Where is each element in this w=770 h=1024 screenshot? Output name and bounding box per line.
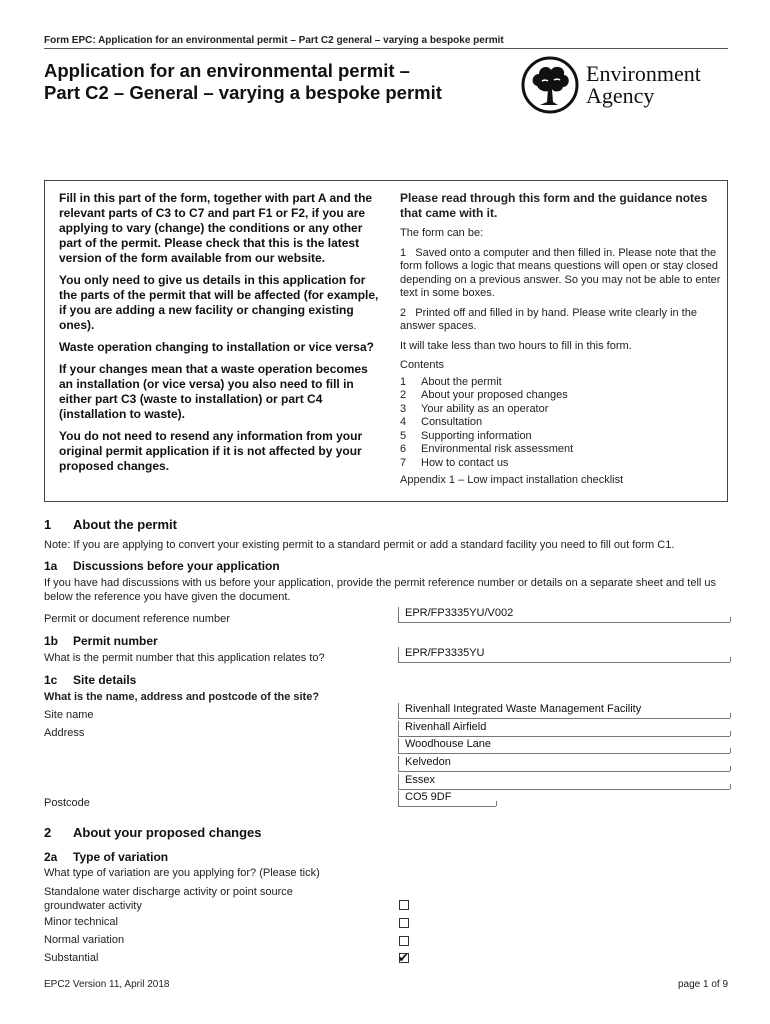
footer-page-number: page 1 of 9 bbox=[678, 979, 729, 990]
contents-item-number: 3 bbox=[400, 402, 407, 415]
option-1 bbox=[400, 247, 722, 301]
option-2 bbox=[400, 307, 722, 334]
site-details-question: What is the name, address and postcode of the site? bbox=[44, 691, 320, 703]
site-name-field[interactable] bbox=[398, 703, 730, 719]
section-1-number: 1 bbox=[44, 517, 52, 532]
permit-reference-label: Permit or document reference number bbox=[44, 613, 230, 625]
permit-reference-field[interactable] bbox=[398, 607, 730, 623]
contents-item[interactable] bbox=[400, 389, 722, 403]
section-1a-heading: Discussions before your application bbox=[73, 559, 280, 573]
variation-question: What type of variation are you applying for? (Please tick) bbox=[44, 867, 320, 879]
contents-item-label: Environmental risk assessment bbox=[421, 443, 574, 455]
running-header: Form EPC: Application for an environmental permit – Part C2 general – varying a bespoke permit bbox=[44, 35, 504, 46]
contents-item-label: About your proposed changes bbox=[421, 389, 568, 401]
contents-item-number: 7 bbox=[400, 456, 407, 469]
address-line-4-field[interactable] bbox=[398, 774, 730, 790]
contents-item[interactable] bbox=[400, 430, 722, 444]
contents-item-number: 4 bbox=[400, 416, 407, 428]
variation-option-label: Minor technical bbox=[44, 916, 118, 928]
postcode-field[interactable] bbox=[398, 791, 496, 807]
permit-number-label: What is the permit number that this application relates to? bbox=[44, 652, 325, 664]
contents-item[interactable] bbox=[400, 457, 722, 471]
variation-option-label: Normal variation bbox=[44, 934, 125, 946]
contents-heading: Contents bbox=[400, 359, 445, 371]
address-label: Address bbox=[44, 727, 85, 739]
site-name-label: Site name bbox=[44, 709, 94, 721]
postcode-label: Postcode bbox=[44, 797, 90, 809]
standalone-water-discharge-checkbox[interactable] bbox=[399, 900, 409, 910]
environment-agency-logo bbox=[520, 56, 730, 114]
section-1b-number: 1b bbox=[44, 634, 59, 648]
address-line-value: Rivenhall Airfield bbox=[405, 721, 487, 733]
minor-technical-checkbox[interactable] bbox=[399, 918, 409, 928]
section-2-heading: About your proposed changes bbox=[73, 825, 262, 840]
variation-option-label bbox=[44, 885, 293, 913]
intro-paragraph: You do not need to resend any information from your original permit application if it is not affected by your proposed changes. bbox=[59, 429, 363, 473]
section-1b-heading: Permit number bbox=[73, 634, 158, 648]
page-title bbox=[44, 60, 442, 104]
address-line-value: Essex bbox=[405, 774, 435, 786]
intro-paragraph: If your changes mean that a waste operation becomes an installation (or vice versa) you also need to fill in either part C3 (waste to installation) or part C4 (installation to waste). bbox=[59, 362, 368, 421]
section-1c-heading: Site details bbox=[73, 673, 137, 687]
permit-number-field[interactable] bbox=[398, 647, 730, 663]
site-name-value: Rivenhall Integrated Waste Management Facility bbox=[405, 703, 642, 715]
title-line-1: Application for an environmental permit – bbox=[44, 60, 410, 81]
section-1a-number: 1a bbox=[44, 559, 58, 573]
intro-paragraph: You only need to give us details in this application for the parts of the permit that will be affected (for example, if you are adding a new facility or changing existing ones). bbox=[59, 273, 379, 332]
address-line-2-field[interactable] bbox=[398, 738, 730, 754]
option-label-line: Standalone water discharge activity or point source bbox=[44, 886, 293, 898]
address-line-value: Kelvedon bbox=[405, 756, 451, 768]
section-1-note: Note: If you are applying to convert your existing permit to a standard permit or add a standard facility you need to fill out form C1. bbox=[44, 539, 675, 551]
contents-item-label: About the permit bbox=[421, 375, 502, 388]
option-2-number: 2 bbox=[400, 306, 407, 319]
contents-item-label: Consultation bbox=[421, 416, 483, 428]
contents-item-label: How to contact us bbox=[421, 456, 509, 469]
contents-item-label: Your ability as an operator bbox=[421, 402, 549, 415]
variation-option-label: Substantial bbox=[44, 952, 99, 964]
form-can-be-text: The form can be: bbox=[400, 227, 484, 239]
permit-reference-value: EPR/FP3335YU/V002 bbox=[405, 607, 514, 619]
address-line-3-field[interactable] bbox=[398, 756, 730, 772]
contents-item[interactable] bbox=[400, 416, 722, 430]
option-2-text: Printed off and filled in by hand. Please write clearly in the answer spaces. bbox=[400, 306, 697, 332]
section-1c-number: 1c bbox=[44, 673, 58, 687]
postcode-value: CO5 9DF bbox=[405, 791, 452, 803]
contents-item-number: 5 bbox=[400, 429, 407, 442]
normal-variation-checkbox[interactable] bbox=[399, 936, 409, 946]
header-rule bbox=[44, 48, 728, 49]
contents-item-number: 2 bbox=[400, 389, 407, 401]
footer-version: EPC2 Version 11, April 2018 bbox=[44, 979, 170, 990]
title-line-2: Part C2 – General – varying a bespoke permit bbox=[44, 82, 442, 103]
appendix-link[interactable]: Appendix 1 – Low impact installation checklist bbox=[400, 474, 624, 486]
option-1-text: Saved onto a computer and then filled in. Please note that the form follows a logic that means questions will open or stay closed depending on a previous answer. So you may not be able to enter text in some boxes. bbox=[400, 246, 721, 299]
section-1a-description: If you have had discussions with us before your application, provide the permit reference number or details on a separate sheet and tell us below the reference you have given the document. bbox=[44, 577, 716, 603]
option-1-number: 1 bbox=[400, 246, 407, 259]
tree-logo-icon bbox=[520, 56, 580, 114]
logo-text-agency: Agency bbox=[586, 83, 655, 108]
contents-item-number: 1 bbox=[400, 375, 407, 388]
intro-paragraph: Fill in this part of the form, together with part A and the relevant parts of C3 to C7 and part F1 or F2, if you are applying to vary (change) the conditions or any other part of the permit. Please check that this is the latest version of the form available from our website. bbox=[59, 191, 373, 265]
contents-item[interactable] bbox=[400, 403, 722, 417]
intro-right-heading: Please read through this form and the guidance notes that came with it. bbox=[400, 191, 708, 220]
permit-number-value: EPR/FP3335YU bbox=[405, 647, 485, 659]
contents-item-number: 6 bbox=[400, 443, 407, 455]
intro-right-column bbox=[400, 191, 722, 494]
contents-item[interactable] bbox=[400, 443, 722, 457]
checkmark-icon: ✔ bbox=[398, 950, 409, 965]
section-2-number: 2 bbox=[44, 825, 52, 840]
intro-paragraph: Waste operation changing to installation or vice versa? bbox=[59, 340, 374, 354]
option-label-line: groundwater activity bbox=[44, 900, 142, 912]
time-note: It will take less than two hours to fill in this form. bbox=[400, 339, 632, 352]
intro-box bbox=[44, 180, 728, 502]
section-2a-heading: Type of variation bbox=[73, 850, 169, 864]
contents-item-label: Supporting information bbox=[421, 429, 532, 442]
contents-item[interactable] bbox=[400, 376, 722, 390]
section-2a-number: 2a bbox=[44, 850, 58, 864]
section-1-heading: About the permit bbox=[73, 517, 177, 532]
address-line-value: Woodhouse Lane bbox=[405, 738, 492, 750]
intro-left-column bbox=[59, 191, 379, 481]
address-line-1-field[interactable] bbox=[398, 721, 730, 737]
contents-list bbox=[400, 376, 722, 471]
logo-text-environment: Environment bbox=[586, 61, 701, 86]
